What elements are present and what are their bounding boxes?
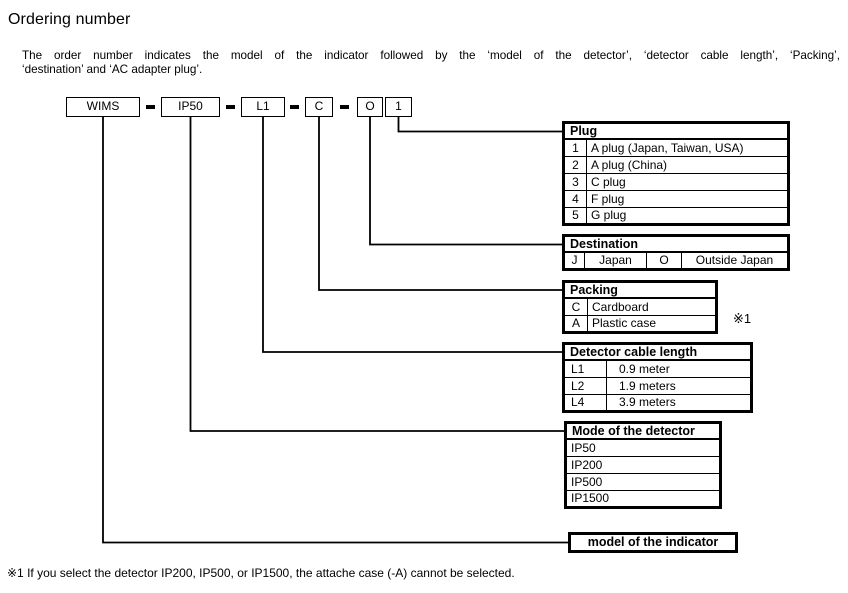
table-row: L1 0.9 meter (564, 360, 752, 377)
table-row: L4 3.9 meters (564, 394, 752, 411)
packing-table (562, 280, 718, 334)
packing-note-reference: ※1 (733, 311, 752, 326)
code-segment-packing: C (305, 97, 333, 117)
table-row: 2 A plug (China) (564, 156, 789, 173)
code-segment-indicator: WIMS (66, 97, 140, 117)
connector-cable-length (263, 117, 564, 352)
connector-packing (319, 117, 564, 290)
dash-separator (340, 105, 349, 109)
table-row: L2 1.9 meters (564, 377, 752, 394)
connector-plug (399, 117, 565, 132)
code-segment-plug: 1 (385, 97, 412, 117)
table-row: 4 F plug (564, 190, 789, 207)
packing-table-title: Packing (564, 282, 717, 299)
plug-table (562, 121, 790, 226)
table-row: IP500 (566, 473, 721, 490)
table-row: IP200 (566, 456, 721, 473)
destination-table (562, 234, 790, 271)
connector-detector-mode (191, 117, 567, 431)
page-title: Ordering number (8, 11, 131, 28)
table-row: 5 G plug (564, 207, 789, 224)
detector-mode-table (564, 421, 722, 509)
indicator-model-box: model of the indicator (568, 532, 738, 553)
dash-separator (290, 105, 299, 109)
table-row: 3 C plug (564, 173, 789, 190)
table-row: C Cardboard (564, 298, 717, 315)
cable-length-table-title: Detector cable length (564, 344, 752, 361)
table-row: IP50 (566, 439, 721, 456)
table-row: 1 A plug (Japan, Taiwan, USA) (564, 139, 789, 156)
table-row: A Plastic case (564, 315, 717, 332)
plug-table-title: Plug (564, 123, 789, 140)
dash-separator (146, 105, 155, 109)
destination-table-title: Destination (564, 236, 789, 253)
intro-line-2: ‘destination’ and ‘AC adapter plug’. (22, 63, 203, 76)
intro-line-1: The order number indicates the model of the indicator followed by the ‘model of the detector’, ‘detector cable length’, ‘Packing’, (22, 49, 840, 62)
dash-separator (226, 105, 235, 109)
code-segment-destination: O (357, 97, 383, 117)
connector-destination (370, 117, 564, 245)
table-row: IP1500 (566, 490, 721, 507)
cable-length-table (562, 342, 753, 413)
code-segment-detector: IP50 (161, 97, 220, 117)
table-row: J Japan O Outside Japan (564, 252, 789, 269)
detector-mode-table-title: Mode of the detector (566, 423, 721, 440)
code-segment-cable: L1 (241, 97, 285, 117)
footnote: ※1 If you select the detector IP200, IP500, or IP1500, the attache case (-A) cannot be selected. (7, 566, 515, 580)
connector-indicator-model (103, 117, 570, 543)
